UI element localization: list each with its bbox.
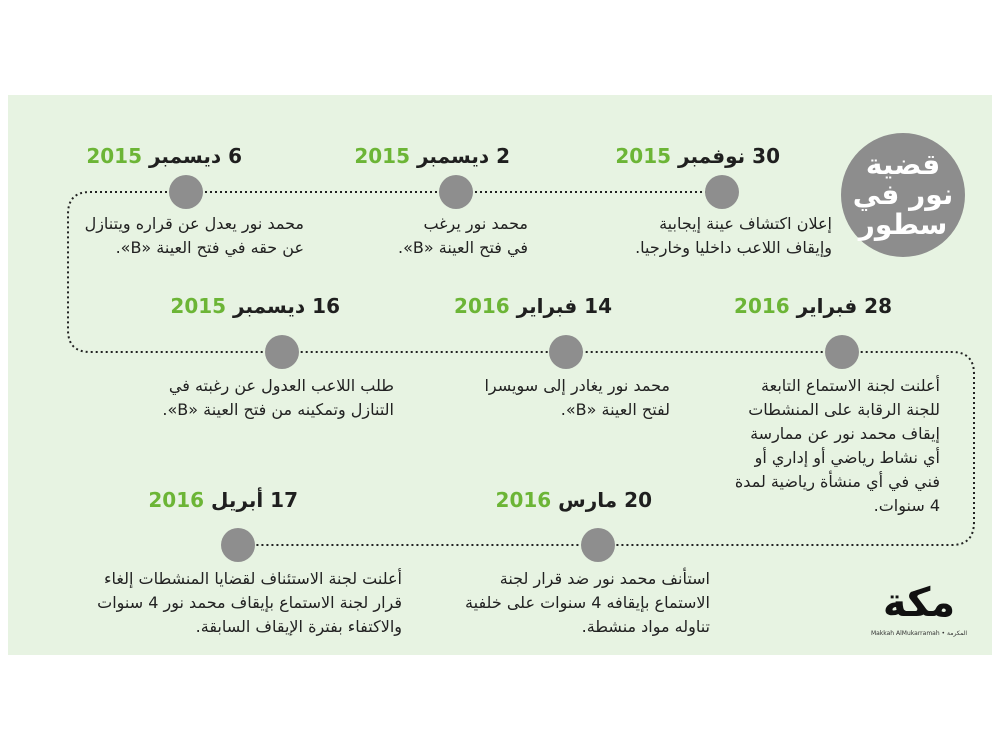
event-year: 2016 [454, 294, 510, 318]
event-month: نوفمبر [678, 144, 746, 168]
event-year: 2016 [734, 294, 790, 318]
timeline-dot-2 [439, 175, 473, 209]
event-month: ديسمبر [148, 144, 222, 168]
event-text-3: محمد نور يعدل عن قراره ويتنازل عن حقه في فتح العينة «B». [84, 214, 304, 257]
title-badge: قضية نور في سطور [841, 133, 965, 257]
makkah-logo [860, 578, 978, 648]
event-year: 2015 [170, 294, 227, 318]
event-month: ديسمبر [416, 144, 490, 168]
event-year: 2016 [148, 488, 205, 512]
event-text-6: أعلنت لجنة الاستماع التابعة للجنة الرقابة على المنشطات إيقاف محمد نور عن ممارسة أي نشاط رياضي أو إداري أو فني في أي منشأة رياضية لمدة 4 سنوات. [734, 376, 940, 515]
timeline-dot-6 [825, 335, 859, 369]
timeline-dot-1 [705, 175, 739, 209]
event-month: فبراير [796, 294, 858, 318]
event-day: 6 [228, 144, 242, 168]
timeline-dot-5 [549, 335, 583, 369]
event-date-2 [354, 144, 510, 168]
timeline-dot-7 [581, 528, 615, 562]
event-month: مارس [558, 488, 618, 512]
event-text-4: طلب اللاعب العدول عن رغبته في التنازل وتمكينه من فتح العينة «B». [162, 376, 394, 419]
logo-subtitle: Makkah AlMukarramah • المكرمة [870, 630, 968, 637]
logo-word: مكة [882, 580, 956, 626]
event-day: 14 [584, 294, 612, 318]
timeline-dot-3 [169, 175, 203, 209]
timeline-dot-8 [221, 528, 255, 562]
event-month: ديسمبر [233, 294, 306, 318]
event-year: 2015 [354, 144, 410, 168]
event-day: 20 [624, 488, 652, 512]
event-day: 30 [752, 144, 780, 168]
event-year: 2015 [86, 144, 142, 168]
event-text-2: محمد نور يرغب في فتح العينة «B». [398, 214, 528, 257]
event-year: 2015 [615, 144, 672, 168]
event-day: 16 [312, 294, 340, 318]
event-date-8 [148, 488, 298, 512]
event-date-1 [615, 144, 780, 168]
event-day: 28 [864, 294, 892, 318]
event-text-5: محمد نور يغادر إلى سويسرا لفتح العينة «B». [484, 376, 670, 419]
event-day: 17 [270, 488, 298, 512]
event-text-8: أعلنت لجنة الاستئناف لقضايا المنشطات إلغاء قرار لجنة الاستماع بإيقاف محمد نور 4 سنوات والاكتفاء بفترة الإيقاف السابقة. [97, 569, 402, 636]
event-month: أبريل [211, 488, 264, 512]
event-date-6 [734, 294, 892, 318]
event-year: 2016 [495, 488, 552, 512]
event-date-3 [86, 144, 242, 168]
event-text-1: إعلان اكتشاف عينة إيجابية وإيقاف اللاعب داخليا وخارجيا. [635, 214, 832, 257]
timeline-dot-4 [265, 335, 299, 369]
event-text-7: استأنف محمد نور ضد قرار لجنة الاستماع بإيقافه 4 سنوات على خلفية تناوله مواد منشطة. [465, 569, 710, 636]
event-date-7 [496, 488, 652, 512]
event-date-4 [170, 294, 340, 318]
event-date-5 [454, 294, 612, 318]
event-day: 2 [496, 144, 510, 168]
event-month: فبراير [516, 294, 578, 318]
